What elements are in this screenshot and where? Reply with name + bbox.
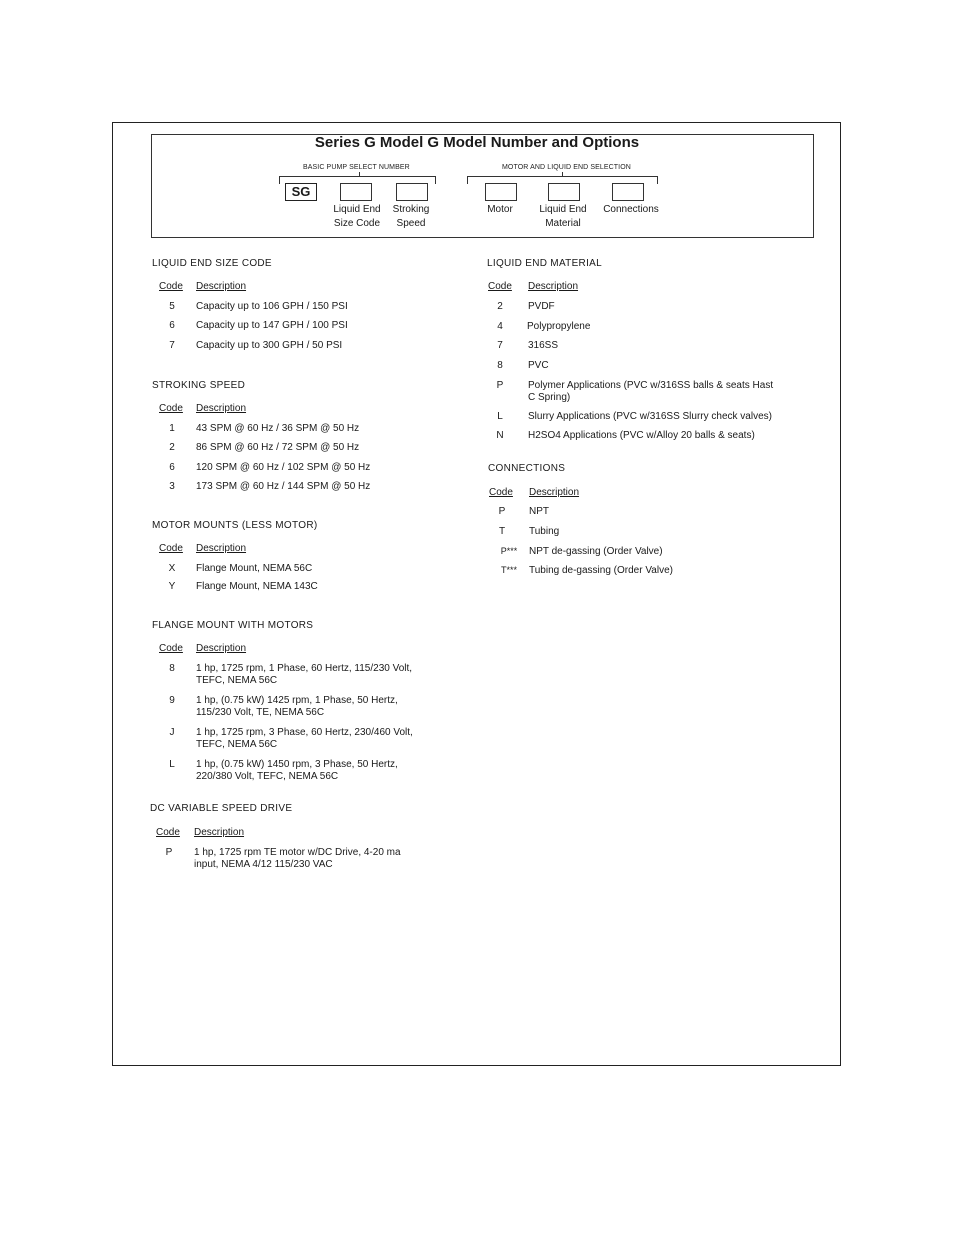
liquid-end-material-box — [548, 183, 580, 201]
table-row-description: Flange Mount, NEMA 143C — [196, 581, 318, 592]
column-header-code: Code — [159, 643, 183, 654]
box-label-liquid-end-size: Liquid End Size Code — [333, 204, 381, 229]
table-row-description: Capacity up to 147 GPH / 100 PSI — [196, 320, 348, 331]
table-row-code: 7 — [497, 340, 503, 351]
table-row-code: 7 — [169, 340, 175, 351]
table-row-code: N — [496, 430, 504, 441]
table-row-description: 173 SPM @ 60 Hz / 144 SPM @ 50 Hz — [196, 481, 371, 492]
table-row-code: L — [497, 411, 503, 422]
table-row-code: 9 — [169, 695, 175, 706]
stroking-speed-box — [396, 183, 428, 201]
table-row-code: 5 — [169, 301, 175, 312]
section-title-liquid-end-size: LIQUID END SIZE CODE — [152, 258, 272, 269]
basic-pump-select-label: BASIC PUMP SELECT NUMBER — [303, 164, 410, 171]
table-row-code: T — [498, 526, 506, 537]
table-row-description: 1 hp, (0.75 kW) 1450 rpm, 3 Phase, 50 Hertz, 220/380 Volt, TEFC, NEMA 56C — [196, 759, 398, 782]
table-row-description: Tubing de-gassing (Order Valve) — [529, 565, 673, 576]
box-label-stroking-speed: Stroking Speed — [392, 204, 430, 229]
table-row-code: P — [498, 506, 506, 517]
box-label-liquid-end-material: Liquid End Material — [539, 204, 587, 229]
section-title-connections: CONNECTIONS — [488, 463, 566, 474]
liquid-end-size-box — [340, 183, 372, 201]
table-row-description: NPT — [529, 506, 549, 517]
table-row-code: P — [496, 380, 504, 391]
box-label-connections: Connections — [603, 204, 659, 215]
table-row-code: 8 — [169, 663, 175, 674]
table-row-description: 1 hp, 1725 rpm, 1 Phase, 60 Hertz, 115/230 Volt, TEFC, NEMA 56C — [196, 663, 413, 686]
table-row-description: Polymer Applications (PVC w/316SS balls & seats Hast C Spring) — [528, 380, 774, 403]
table-row-code: 6 — [169, 462, 175, 473]
table-row-description: PVDF — [528, 301, 555, 312]
column-header-description: Description — [196, 281, 247, 292]
column-header-description: Description — [529, 487, 580, 498]
table-row-description: Slurry Applications (PVC w/316SS Slurry check valves) — [528, 411, 772, 422]
connections-box — [612, 183, 644, 201]
table-row-code: 2 — [497, 301, 503, 312]
table-row-description: NPT de-gassing (Order Valve) — [529, 546, 663, 557]
sg-code-box: SG — [285, 183, 317, 201]
table-row-description: Tubing — [529, 526, 560, 537]
motor-box — [485, 183, 517, 201]
table-row-description: Polypropylene — [527, 321, 591, 332]
table-row-description: Capacity up to 300 GPH / 50 PSI — [196, 340, 343, 351]
column-header-description: Description — [528, 281, 579, 292]
motor-liquid-end-label: MOTOR AND LIQUID END SELECTION — [502, 164, 631, 171]
table-row-description: Flange Mount, NEMA 56C — [196, 563, 313, 574]
section-title-motor-mounts: MOTOR MOUNTS (LESS MOTOR) — [152, 520, 318, 531]
table-row-description: 1 hp, 1725 rpm, 3 Phase, 60 Hertz, 230/460 Volt, TEFC, NEMA 56C — [196, 727, 413, 750]
column-header-description: Description — [194, 827, 245, 838]
column-header-code: Code — [156, 827, 180, 838]
table-row-code: 1 — [169, 423, 175, 434]
table-row-code: J — [169, 727, 175, 738]
column-header-code: Code — [159, 543, 183, 554]
table-row-code: 3 — [169, 481, 175, 492]
table-row-code: T*** — [500, 565, 517, 575]
table-row-code: X — [168, 563, 176, 574]
section-title-dc-drive: DC VARIABLE SPEED DRIVE — [150, 803, 293, 814]
table-row-description: H2SO4 Applications (PVC w/Alloy 20 balls & seats) — [528, 430, 755, 441]
section-title-flange-mount: FLANGE MOUNT WITH MOTORS — [152, 620, 314, 631]
section-title-stroking-speed: STROKING SPEED — [152, 380, 246, 391]
column-header-code: Code — [488, 281, 512, 292]
column-header-code: Code — [159, 281, 183, 292]
box-label-motor: Motor — [487, 204, 513, 215]
table-row-code: L — [169, 759, 175, 770]
column-header-description: Description — [196, 543, 247, 554]
column-header-description: Description — [196, 643, 247, 654]
page-title: Series G Model G Model Number and Options — [314, 134, 640, 151]
table-row-code: 6 — [169, 320, 175, 331]
table-row-code: Y — [168, 581, 176, 592]
table-row-code: P — [165, 847, 173, 858]
table-row-code: 8 — [497, 360, 503, 371]
column-header-description: Description — [196, 403, 247, 414]
table-row-description: 1 hp, 1725 rpm TE motor w/DC Drive, 4-20 ma input, NEMA 4/12 115/230 VAC — [194, 847, 401, 870]
table-row-code: P*** — [500, 546, 518, 556]
table-row-description: 316SS — [528, 340, 559, 351]
section-title-liquid-end-material: LIQUID END MATERIAL — [487, 258, 602, 269]
table-row-description: 120 SPM @ 60 Hz / 102 SPM @ 50 Hz — [196, 462, 371, 473]
table-row-description: PVC — [528, 360, 549, 371]
table-row-code: 2 — [169, 442, 175, 453]
column-header-code: Code — [489, 487, 513, 498]
table-row-code: 4 — [497, 321, 503, 332]
table-row-description: Capacity up to 106 GPH / 150 PSI — [196, 301, 348, 312]
column-header-code: Code — [159, 403, 183, 414]
table-row-description: 86 SPM @ 60 Hz / 72 SPM @ 50 Hz — [196, 442, 360, 453]
table-row-description: 1 hp, (0.75 kW) 1425 rpm, 1 Phase, 50 Hertz, 115/230 Volt, TE, NEMA 56C — [196, 695, 398, 718]
table-row-description: 43 SPM @ 60 Hz / 36 SPM @ 50 Hz — [196, 423, 360, 434]
